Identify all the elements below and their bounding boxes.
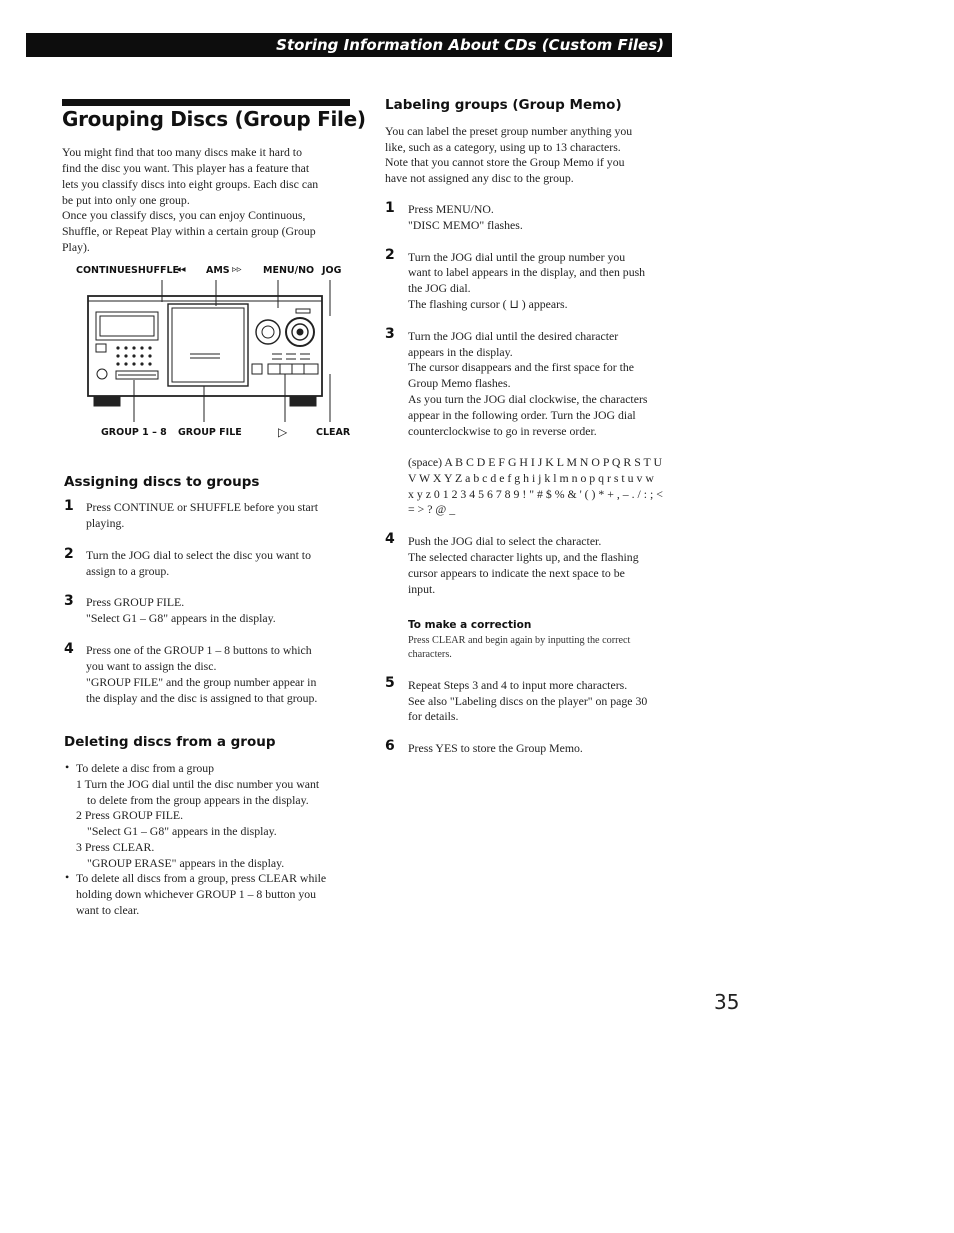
intro-line: Shuffle, or Repeat Play within a certain group (Group [62,224,316,238]
step-number: 2 [385,247,395,263]
step-text: Repeat Steps 3 and 4 to input more characters. [408,678,628,692]
step-text: The flashing cursor ( ⊔ ) appears. [408,297,568,311]
intro-line: be put into only one group. [62,193,190,207]
label-ams: AMS [206,265,230,276]
step-number: 6 [385,738,395,754]
step-text: Press one of the GROUP 1 – 8 buttons to which [86,643,312,657]
step-text: The selected character lights up, and the flashing [408,550,639,564]
intro-line: lets you classify discs into eight groups. Each disc can [62,177,319,191]
bullet-dot: • [65,870,70,884]
intro-line: Once you classify discs, you can enjoy Continuous, [62,208,306,222]
step-number: 5 [385,675,395,691]
bullet-text: To delete all discs from a group, press CLEAR while [76,871,327,885]
bullet-text: To delete a disc from a group [76,761,215,775]
correction-text: characters. [408,649,452,660]
step-text: the JOG dial. [408,281,471,295]
step-number: 4 [385,531,395,547]
intro-line: have not assigned any disc to the group. [385,171,574,185]
section-header-title: Storing Information About CDs (Custom Files) [276,36,664,54]
step-text: As you turn the JOG dial clockwise, the characters [408,392,648,406]
step-text: "Select G1 – G8" appears in the display. [86,611,276,625]
step-text: assign to a group. [86,564,170,578]
step-text: Turn the JOG dial until the group number you [408,250,626,264]
step-text: playing. [86,516,125,530]
step-text: Turn the JOG dial to select the disc you want to [86,548,311,562]
step-text: Group Memo flashes. [408,376,511,390]
step-number: 2 [64,546,74,562]
assign-heading: Assigning discs to groups [64,474,260,490]
intro-line: Note that you cannot store the Group Memo if you [385,155,625,169]
step-number: 3 [385,326,395,342]
play-icon: ▷ [278,425,288,439]
step-text: "GROUP FILE" and the group number appear in [86,675,317,689]
title-rule [62,99,350,106]
bullet-text: holding down whichever GROUP 1 – 8 button you [76,887,317,901]
step-number: 1 [64,498,74,514]
bullet-dot: • [65,760,70,774]
step-text: the display and the disc is assigned to that group. [86,691,318,705]
label-group-1-8: GROUP 1 – 8 [101,427,167,438]
label-shuffle: SHUFFLE [131,265,180,276]
correction-heading: To make a correction [408,619,532,631]
step-text: Press CONTINUE or SHUFFLE before you start [86,500,318,514]
label-menu-no: MENU/NO [263,265,315,276]
step-text: appear in the following order. Turn the JOG dial [408,408,636,422]
charset-line: V W X Y Z a b c d e f g h i j k l m n o p q r s t u v w [408,471,654,485]
intro-line: like, such as a category, using up to 13 characters. [385,140,621,154]
charset-line: x y z 0 1 2 3 4 5 6 7 8 9 ! " # $ % & ' ( ) * + , – . / : ; < [408,487,663,501]
cd-player-illustration [80,276,350,426]
substep-text: 1 Turn the JOG dial until the disc number you want [76,777,320,791]
step-text: Press MENU/NO. [408,202,494,216]
step-text: See also "Labeling discs on the player" on page 30 [408,694,648,708]
step-text: appears in the display. [408,345,513,359]
charset-line: = > ? @ _ [408,502,456,516]
page-title: Grouping Discs (Group File) [62,107,366,131]
step-text: input. [408,582,436,596]
intro-line: You might find that too many discs make it hard to [62,145,302,159]
next-track-icon: ▹▹ [232,264,242,275]
intro-line: find the disc you want. This player has a feature that [62,161,310,175]
step-text: want to label appears in the display, and then push [408,265,646,279]
bullet-text: want to clear. [76,903,140,917]
step-text: The cursor disappears and the first space for the [408,360,635,374]
correction-text: Press CLEAR and begin again by inputting the correct [408,635,631,646]
step-text: counterclockwise to go in reverse order. [408,424,597,438]
intro-line: You can label the preset group number anything you [385,124,633,138]
substep-text: 2 Press GROUP FILE. [76,808,184,822]
substep-text: "Select G1 – G8" appears in the display. [87,824,277,838]
delete-heading: Deleting discs from a group [64,734,276,750]
step-number: 1 [385,200,395,216]
step-text: Push the JOG dial to select the character. [408,534,602,548]
step-text: Press GROUP FILE. [86,595,185,609]
step-text: cursor appears to indicate the next space to be [408,566,625,580]
prev-track-icon: ◂◂ [176,264,186,275]
step-text: "DISC MEMO" flashes. [408,218,523,232]
labeling-heading: Labeling groups (Group Memo) [385,97,622,113]
step-text: for details. [408,709,459,723]
section-header-banner [26,33,672,57]
page-number: 35 [714,990,740,1014]
substep-text: to delete from the group appears in the display. [87,793,309,807]
label-clear: CLEAR [316,427,351,438]
intro-line: Play). [62,240,90,254]
step-text: you want to assign the disc. [86,659,217,673]
step-number: 4 [64,641,74,657]
label-group-file: GROUP FILE [178,427,242,438]
substep-text: 3 Press CLEAR. [76,840,155,854]
substep-text: "GROUP ERASE" appears in the display. [87,856,285,870]
step-text: Press YES to store the Group Memo. [408,741,583,755]
step-number: 3 [64,593,74,609]
charset-line: (space) A B C D E F G H I J K L M N O P Q R S T U [408,455,662,469]
step-text: Turn the JOG dial until the desired character [408,329,619,343]
label-continue: CONTINUE [76,265,132,276]
label-jog: JOG [322,265,342,276]
